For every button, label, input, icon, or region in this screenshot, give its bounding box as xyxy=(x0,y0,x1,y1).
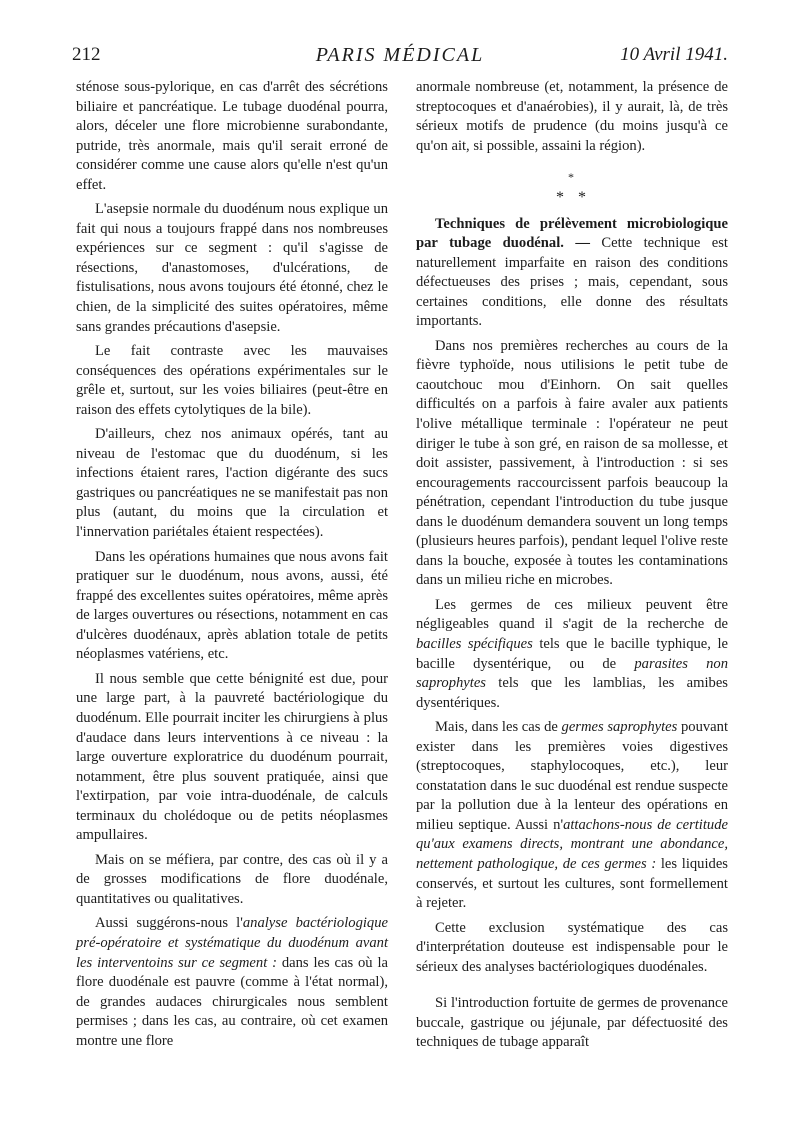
text-run: Les germes de ces milieux peuvent être négligeables quand il s'agit de la recherche de xyxy=(416,596,728,633)
issue-date: 10 Avril 1941. xyxy=(620,44,728,65)
left-column xyxy=(76,78,388,1056)
text-run: Aussi suggérons-nous l' xyxy=(95,915,243,932)
italic-text-run: attachons-nous de certitude qu'aux examens directs, montrant une abondance, nettement pathologique, de ces germes : xyxy=(416,816,728,873)
paragraph: L'asepsie normale du duodénum nous explique un fait qui nous a toujours frappé dans nos nombreuses expériences sur ce segment : qu'il s'agisse de résections, d'anastomoses, d'ulcérations, de fistulisations, nous avons toujours été étonné, chez le chien, de la simplicité des suites opératoires, même sans grandes précautions d'asepsie. xyxy=(76,201,388,335)
asterisk: * xyxy=(556,188,566,206)
paragraph: Si l'introduction fortuite de germes de provenance buccale, gastrique ou jéjunale, par défectuosité des techniques de tubage apparaît xyxy=(416,995,728,1051)
paragraph: anormale nombreuse (et, notamment, la présence de streptocoques et d'anaérobies), il y aurait, là, de très sérieux motifs de prudence (du moins jusqu'à ce qu'on ait, si possible, assaini la région). xyxy=(416,79,728,154)
text-run: tels que le bacille typhique, le bacille dysentérique, ou de xyxy=(416,636,729,672)
paragraph xyxy=(76,914,388,1051)
paragraph: Mais on se méfiera, par contre, des cas où il y a de grosses modifications de flore duodénale, quantitatives ou qualitatives. xyxy=(76,851,388,907)
section-separator xyxy=(416,170,728,204)
paragraph: D'ailleurs, chez nos animaux opérés, tant au niveau de l'estomac que du duodénum, si les infections étaient rares, l'action digérante des sucs gastriques ou pancréatiques ne se manifestait pas non plus (autant, du moins que la circulation et l'innervation pariétales étaient respectées). xyxy=(76,426,388,541)
text-run: Mais, dans les cas de xyxy=(435,719,562,736)
paragraph: Il nous semble que cette bénignité est due, pour une large part, à la pauvreté bactériologique du duodénum. Elle pourrait inciter les chirurgiens à plus d'audace dans leurs interventions à ce niveau : la large ouverture exploratrice du duodénum pourrait, notamment, être plus souvent pratiquée, ainsi que l'extirpation, par voie intra-duodénale, de calculs terminaux du cholédoque ou de petits néoplasmes ampullaires. xyxy=(76,670,388,844)
text-run: tels que les lamblias, les amibes dysentériques. xyxy=(416,675,728,711)
paragraph xyxy=(416,215,728,332)
section-heading: Techniques de prélèvement microbiologique par tubage duodénal. — xyxy=(416,215,728,252)
paragraph xyxy=(416,718,728,913)
text-run: dans les cas où la flore duodénale est pauvre (comme à l'état normal), de grandes audaces chirurgicales nous semblent permises ; dans les cas, au contraire, où cet examen montre une flore xyxy=(76,954,388,1049)
page-header xyxy=(72,44,728,68)
asterisk: * xyxy=(578,188,588,206)
text-run: pouvant exister dans les premières voies digestives (streptocoques, staphylocoques, etc.), leur constatation dans le suc duodénal est rendue suspecte par la pollution due à la lenteur des opérations en milieu septique. Aussi n' xyxy=(416,719,729,833)
italic-text-run: bacilles spécifiques xyxy=(416,636,533,652)
right-column xyxy=(416,78,728,1058)
paragraph xyxy=(416,596,728,713)
italic-text-run: parasites non saprophytes xyxy=(416,655,728,692)
paragraph: Le fait contraste avec les mauvaises conséquences des opérations expérimentales sur le grêle et, surtout, sur les voies biliaires (peut-être en raison des effets cytolytiques de la bile). xyxy=(76,343,388,418)
paragraph: Cette exclusion systématique des cas d'interprétation douteuse est indispensable pour le sérieux des analyses bactériologiques duodénales. xyxy=(416,919,728,975)
paragraph: Dans nos premières recherches au cours de la fièvre typhoïde, nous utilisions le petit tube de caoutchouc mou d'Einhorn. On sait quelles difficultés on a parfois à faire avaler aux patients l'olive métallique terminale : l'opérateur ne peut diriger le tube à son gré, en raison de sa mollesse, et doit assister, passivement, à l'introduction : si ses encouragements raccourcissent parfois beaucoup la pénétration, cependant l'introduction du tube jusque dans le duodénum demandera souvent un long temps (plusieurs heures parfois), pendant lequel l'olive reste dans la bouche, exposée à toutes les contaminations dans un milieu riche en microbes. xyxy=(416,337,728,589)
text-run: les liquides conservés, et surtout les cultures, sont formellement à rejeter. xyxy=(416,856,728,912)
italic-text-run: analyse bactériologique pré-opératoire et systématique du duodénum avant les interventoins sur ce segment : xyxy=(76,915,389,971)
paragraph: sténose sous-pylorique, en cas d'arrêt des sécrétions biliaire et pancréatique. Le tubage duodénal pourra, alors, déceler une flore microbienne surabondante, putride, très anormale, mais qu'il serait erroné de considérer comme une cause alors qu'elle n'est qu'un effet. xyxy=(76,79,388,193)
italic-text-run: germes saprophytes xyxy=(561,719,678,736)
journal-title: PARIS MÉDICAL xyxy=(315,44,485,66)
text-run: Cette technique est naturellement imparfaite en raison des conditions défectueuses des prises ; mais, cependant, sous certaines conditions, elle donne des résultats importants. xyxy=(416,235,728,330)
page-number: 212 xyxy=(72,44,101,65)
paragraph: Dans les opérations humaines que nous avons fait pratiquer sur le duodénum, nous avons, aussi, été frappé des excellentes suites opératoires, même après de larges ouvertures ou résections, notamment en cas d'ulcères duodénaux, après ablation totale de petits néoplasmes vatériens, etc. xyxy=(76,548,388,663)
asterisk: * xyxy=(568,170,576,185)
